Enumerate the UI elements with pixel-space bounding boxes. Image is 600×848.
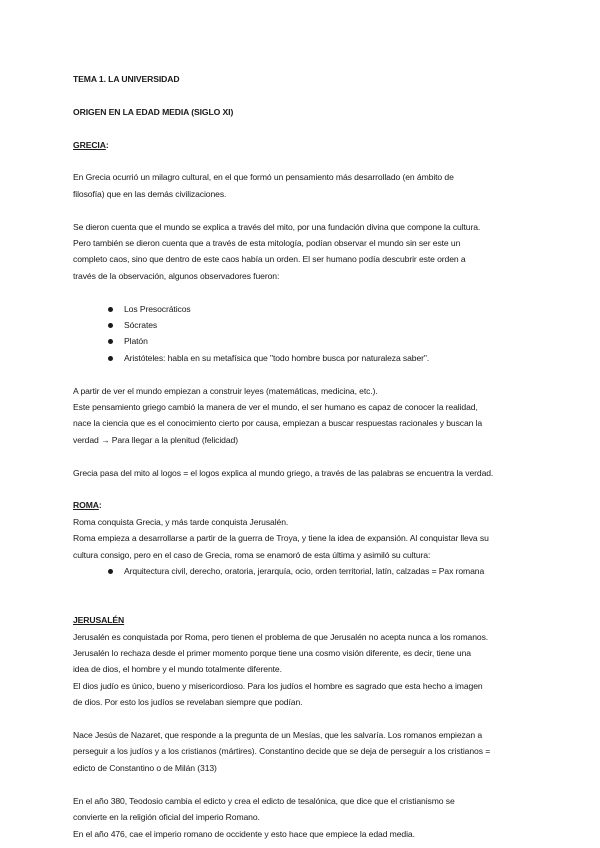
text-line: idea de dios, el hombre y el mundo totalmente diferente. — [73, 664, 282, 675]
section-heading-roma — [73, 497, 531, 513]
text-line: convierte en la religión oficial del imperio Romano. — [73, 812, 260, 823]
text-line: Nace Jesús de Nazaret, que responde a la pregunta de un Mesías, que les salvaría. Los romanos empiezan a — [73, 730, 483, 741]
grecia-paragraph-1 — [73, 169, 531, 202]
grecia-heading-colon: : — [105, 139, 109, 150]
text-line: En el año 476, cae el imperio romano de occidente y esto hace que empiece la edad media. — [73, 828, 415, 839]
text-line: nace la ciencia que es el conocimiento cierto por causa, empiezan a buscar respuestas racionales y buscan la — [73, 418, 483, 429]
jerusalen-paragraph-1 — [73, 629, 531, 711]
text-line: En Grecia ocurrió un milagro cultural, en el que formó un pensamiento más desarrollado (en ámbito de — [73, 172, 454, 183]
bullet-icon — [108, 356, 113, 361]
list-item-text: Platón — [124, 336, 148, 347]
document-content — [73, 71, 531, 842]
text-line: Jerusalén es conquistada por Roma, pero tienen el problema de que Jerusalén no acepta nunca a los romanos. — [73, 631, 489, 642]
jerusalen-paragraph-2 — [73, 727, 531, 776]
text-line: verdad → Para llegar a la plenitud (felicidad) — [73, 434, 238, 445]
bullet-icon — [108, 339, 113, 344]
grecia-paragraph-4 — [73, 465, 531, 481]
list-item — [73, 333, 531, 349]
section-heading-grecia — [73, 137, 531, 153]
text-line: edicto de Constantino o de Milán (313) — [73, 762, 217, 773]
bullet-icon — [108, 323, 113, 328]
list-item-text: Los Presocráticos — [124, 303, 191, 314]
text-line: completo caos, sino que dentro de este caos había un orden. El ser humano podía descubrir este orden a — [73, 254, 466, 265]
list-item — [73, 350, 531, 366]
roma-culture-list — [73, 563, 531, 579]
text-line: Roma empieza a desarrollarse a partir de la guerra de Troya, y tiene la idea de expansión. Al conquistar lleva su — [73, 533, 489, 544]
grecia-paragraph-2 — [73, 219, 531, 285]
roma-paragraph — [73, 514, 531, 563]
grecia-heading-text: GRECIA — [73, 139, 106, 150]
list-item — [73, 301, 531, 317]
text-line: El dios judío es único, bueno y misericordioso. Para los judíos el hombre es sagrado que esta hecho a imagen — [73, 680, 483, 691]
text-line: En el año 380, Teodosio cambia el edicto y crea el edicto de tesalónica, que dice que el cristianismo se — [73, 795, 455, 806]
text-line: A partir de ver el mundo empiezan a construir leyes (matemáticas, medicina, etc.). — [73, 385, 378, 396]
text-line: Roma conquista Grecia, y más tarde conquista Jerusalén. — [73, 516, 289, 527]
document-title: TEMA 1. LA UNIVERSIDAD — [73, 74, 180, 84]
list-item-text: Arquitectura civil, derecho, oratoria, jerarquía, ocio, orden territorial, latín, calzadas = Pax romana — [124, 566, 485, 577]
roma-heading-colon: : — [98, 500, 102, 511]
list-item — [73, 563, 531, 579]
text-line: Grecia pasa del mito al logos = el logos explica al mundo griego, a través de las palabras se encuentra la verdad. — [73, 467, 494, 478]
list-item — [73, 317, 531, 333]
section-heading-jerusalen: JERUSALÉN — [73, 615, 125, 626]
list-item-text: Aristóteles: habla en su metafísica que "todo hombre busca por naturaleza saber". — [124, 352, 430, 363]
text-line: filosofía) que en las demás civilizaciones. — [73, 188, 227, 199]
text-line: Jerusalén lo rechaza desde el primer momento porque tiene una cosmo visión diferente, es decir, tiene una — [73, 648, 471, 659]
text-line: Este pensamiento griego cambió la manera de ver el mundo, el ser humano es capaz de conocer la realidad, — [73, 402, 478, 413]
text-line: perseguir a los judíos y a los cristianos (mártires). Constantino decide que se deja de perseguir a los cristianos = — [73, 746, 491, 757]
grecia-paragraph-3 — [73, 383, 531, 449]
roma-heading-text: ROMA — [73, 500, 99, 511]
list-item-text: Sócrates — [124, 320, 158, 331]
document-subtitle: ORIGEN EN LA EDAD MEDIA (SIGLO XI) — [73, 106, 234, 117]
text-line: Se dieron cuenta que el mundo se explica a través del mito, por una fundación divina que compone la cultura. — [73, 221, 481, 232]
text-line: de dios. Por esto los judíos se revelaban siempre que podían. — [73, 697, 303, 708]
grecia-observers-list — [73, 301, 531, 367]
text-line: cultura consigo, pero en el caso de Grecia, roma se enamoró de esta última y asimiló su cultura: — [73, 549, 431, 560]
bullet-icon — [108, 307, 113, 312]
bullet-icon — [108, 569, 113, 574]
text-line: través de la observación, algunos observadores fueron: — [73, 270, 280, 281]
text-line: Pero también se dieron cuenta que a través de esta mitología, podían observar el mundo sin ser este un — [73, 238, 461, 248]
jerusalen-paragraph-3 — [73, 793, 531, 842]
